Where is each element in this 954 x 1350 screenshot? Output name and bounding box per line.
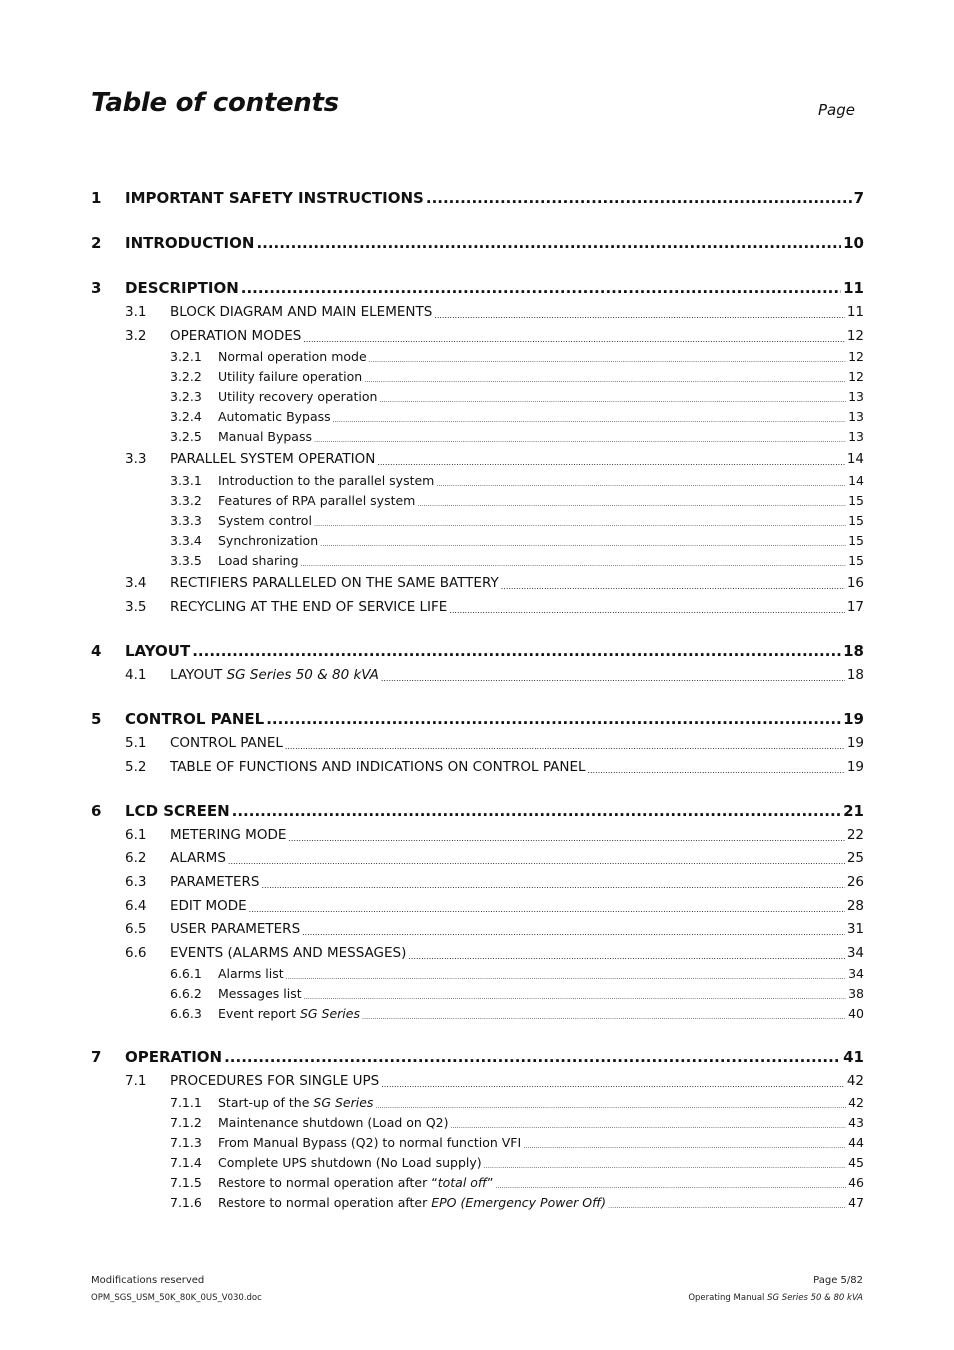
toc-entry-title: OPERATION xyxy=(125,1048,223,1066)
toc-entry-title: LCD SCREEN xyxy=(125,802,230,820)
toc-entry-number: 6.6.1 xyxy=(170,966,202,981)
toc-entry-7-1-4[interactable] xyxy=(91,1157,864,1170)
toc-entry-3-3[interactable] xyxy=(91,453,864,467)
toc-entry-3-2[interactable] xyxy=(91,330,864,344)
toc-entry-page: 43 xyxy=(848,1115,864,1130)
toc-entry-2[interactable] xyxy=(91,236,864,251)
toc-dot-leader xyxy=(364,377,846,384)
toc-entry-page: 17 xyxy=(846,599,864,615)
toc-entry-page: 41 xyxy=(843,1048,864,1066)
toc-entry-number: 3.5 xyxy=(125,599,147,615)
toc-entry-3-4[interactable] xyxy=(91,577,864,591)
toc-entry-3-3-3[interactable] xyxy=(91,515,864,528)
toc-entry-title: Manual Bypass xyxy=(218,429,312,444)
toc-entry-3-5[interactable] xyxy=(91,601,864,615)
toc-entry-6-5[interactable] xyxy=(91,923,864,937)
toc-entry-title: Normal operation mode xyxy=(218,349,367,364)
toc-entry-3[interactable] xyxy=(91,281,864,296)
footer-left-bottom: OPM_SGS_USM_50K_80K_0US_V030.doc xyxy=(91,1293,262,1303)
toc-entry-title: Event report SG Series xyxy=(218,1006,360,1021)
toc-entry-title: PROCEDURES FOR SINGLE UPS xyxy=(170,1073,380,1089)
toc-entry-page: 45 xyxy=(848,1155,864,1170)
toc-dot-leader xyxy=(588,767,845,775)
toc-entry-number: 3.2.5 xyxy=(170,429,202,444)
toc-entry-3-3-1[interactable] xyxy=(91,475,864,488)
toc-dot-leader xyxy=(484,1163,846,1170)
toc-dot-leader xyxy=(302,929,845,937)
toc-dot-leader xyxy=(249,906,845,914)
toc-entry-title: Synchronization xyxy=(218,533,319,548)
toc-entry-title: CONTROL PANEL xyxy=(125,710,265,728)
toc-entry-page: 13 xyxy=(848,409,864,424)
toc-entry-7-1[interactable] xyxy=(91,1075,864,1089)
toc-entry-title: LAYOUT SG Series 50 & 80 kVA xyxy=(170,667,379,683)
toc-entry-page: 16 xyxy=(846,575,864,591)
toc-entry-page: 18 xyxy=(846,667,864,683)
toc-entry-number: 3.2 xyxy=(125,328,147,344)
toc-dot-leader xyxy=(608,1203,846,1210)
toc-dot-leader xyxy=(501,583,845,591)
toc-dot-leader xyxy=(314,437,846,444)
toc-entry-number: 3.3.3 xyxy=(170,513,202,528)
toc-entry-page: 12 xyxy=(848,349,864,364)
footer-manual-label: Operating Manual xyxy=(688,1293,768,1303)
toc-entry-title: Alarms list xyxy=(218,966,284,981)
toc-entry-page: 28 xyxy=(846,898,864,914)
toc-entry-title: System control xyxy=(218,513,312,528)
toc-entry-number: 3.1 xyxy=(125,304,147,320)
toc-entry-number: 4 xyxy=(91,642,102,660)
toc-entry-page: 18 xyxy=(843,642,864,660)
toc-entry-number: 3.3.1 xyxy=(170,473,202,488)
toc-entry-title: Maintenance shutdown (Load on Q2) xyxy=(218,1115,449,1130)
toc-entry-page: 25 xyxy=(846,850,864,866)
toc-entry-5-2[interactable] xyxy=(91,761,864,775)
toc-entry-title: IMPORTANT SAFETY INSTRUCTIONS xyxy=(125,189,424,207)
toc-entry-page: 47 xyxy=(848,1195,864,1210)
toc-dot-leader xyxy=(381,675,845,683)
toc-entry-6-1[interactable] xyxy=(91,829,864,843)
toc-dot-leader xyxy=(450,1123,846,1130)
toc-entry-title: Automatic Bypass xyxy=(218,409,331,424)
toc-entry-number: 2 xyxy=(91,234,102,252)
toc-dot-leader xyxy=(224,1050,841,1065)
toc-entry-number: 3.3.5 xyxy=(170,553,202,568)
toc-entry-title: From Manual Bypass (Q2) to normal function VFI xyxy=(218,1135,522,1150)
toc-entry-number: 1 xyxy=(91,189,102,207)
toc-entry-3-2-4[interactable] xyxy=(91,411,864,424)
toc-entry-1[interactable] xyxy=(91,191,864,206)
toc-entry-number: 7.1.3 xyxy=(170,1135,202,1150)
toc-entry-page: 10 xyxy=(843,234,864,252)
toc-entry-6-6-2[interactable] xyxy=(91,988,864,1001)
toc-entry-number: 6.6 xyxy=(125,945,147,961)
toc-entry-number: 5 xyxy=(91,710,102,728)
toc-entry-number: 3 xyxy=(91,279,102,297)
toc-entry-7-1-6[interactable] xyxy=(91,1197,864,1210)
toc-dot-leader xyxy=(286,974,846,981)
toc-entry-number: 6.6.3 xyxy=(170,1006,202,1021)
toc-entry-4-1[interactable] xyxy=(91,669,864,683)
toc-entry-number: 6.1 xyxy=(125,827,147,843)
toc-dot-leader xyxy=(436,481,846,488)
toc-entry-7-1-1[interactable] xyxy=(91,1097,864,1110)
toc-dot-leader xyxy=(377,459,844,467)
toc-entry-number: 5.2 xyxy=(125,759,147,775)
toc-entry-page: 11 xyxy=(846,304,864,320)
toc-dot-leader xyxy=(303,336,844,344)
toc-entry-7-1-3[interactable] xyxy=(91,1137,864,1150)
toc-entry-title: EVENTS (ALARMS AND MESSAGES) xyxy=(170,945,407,961)
toc-entry-title: Introduction to the parallel system xyxy=(218,473,435,488)
toc-entry-title: Messages list xyxy=(218,986,302,1001)
toc-entry-number: 3.4 xyxy=(125,575,147,591)
toc-entry-page: 15 xyxy=(848,513,864,528)
toc-entry-title: ALARMS xyxy=(170,850,226,866)
toc-entry-title: METERING MODE xyxy=(170,827,287,843)
toc-entry-number: 7.1 xyxy=(125,1073,147,1089)
toc-entry-title: PARALLEL SYSTEM OPERATION xyxy=(170,451,376,467)
toc-dot-leader xyxy=(285,743,845,751)
toc-entry-title: Utility recovery operation xyxy=(218,389,378,404)
toc-dot-leader xyxy=(408,953,844,961)
toc-entry-title-italic: SG Series xyxy=(313,1095,374,1110)
toc-dot-leader xyxy=(495,1183,846,1190)
toc-entry-page: 26 xyxy=(846,874,864,890)
toc-entry-title-italic: EPO (Emergency Power Off) xyxy=(431,1195,607,1210)
toc-dot-leader xyxy=(379,397,846,404)
toc-dot-leader xyxy=(261,882,844,890)
toc-dot-leader xyxy=(256,236,841,251)
toc-entry-page: 34 xyxy=(848,966,864,981)
toc-entry-6-2[interactable] xyxy=(91,852,864,866)
toc-entry-6-6[interactable] xyxy=(91,947,864,961)
toc-entry-number: 6 xyxy=(91,802,102,820)
toc-entry-7[interactable] xyxy=(91,1050,864,1065)
toc-entry-title: OPERATION MODES xyxy=(170,328,302,344)
toc-entry-3-3-2[interactable] xyxy=(91,495,864,508)
toc-entry-number: 6.4 xyxy=(125,898,147,914)
toc-entry-title: Start-up of the SG Series xyxy=(218,1095,374,1110)
toc-entry-title: PARAMETERS xyxy=(170,874,260,890)
toc-entry-title: Utility failure operation xyxy=(218,369,363,384)
toc-entry-number: 6.3 xyxy=(125,874,147,890)
toc-dot-leader xyxy=(381,1081,845,1089)
toc-dot-leader xyxy=(417,501,846,508)
toc-entry-number: 3.2.2 xyxy=(170,369,202,384)
toc-entry-page: 12 xyxy=(846,328,864,344)
toc-entry-number: 7.1.4 xyxy=(170,1155,202,1170)
toc-dot-leader xyxy=(192,644,841,659)
toc-entry-3-3-5[interactable] xyxy=(91,555,864,568)
toc-dot-leader xyxy=(426,191,852,206)
toc-entry-page: 22 xyxy=(846,827,864,843)
footer-right-top: Page 5/82 xyxy=(813,1275,863,1286)
toc-entry-page: 38 xyxy=(848,986,864,1001)
toc-entry-number: 3.3.2 xyxy=(170,493,202,508)
toc-entry-3-2-5[interactable] xyxy=(91,431,864,444)
toc-entry-7-1-5[interactable] xyxy=(91,1177,864,1190)
toc-entry-page: 13 xyxy=(848,429,864,444)
toc-entry-number: 5.1 xyxy=(125,735,147,751)
toc-entry-number: 6.6.2 xyxy=(170,986,202,1001)
toc-dot-leader xyxy=(375,1103,846,1110)
toc-entry-number: 7.1.1 xyxy=(170,1095,202,1110)
footer-right-bottom xyxy=(688,1293,863,1303)
toc-dot-leader xyxy=(266,712,841,727)
toc-entry-page: 14 xyxy=(846,451,864,467)
toc-entry-page: 15 xyxy=(848,533,864,548)
toc-entry-3-2-2[interactable] xyxy=(91,371,864,384)
toc-dot-leader xyxy=(304,994,846,1001)
toc-entry-page: 19 xyxy=(846,759,864,775)
toc-entry-4[interactable] xyxy=(91,644,864,659)
toc-dot-leader xyxy=(333,417,846,424)
toc-entry-title-italic: total off xyxy=(437,1175,487,1190)
toc-entry-page: 11 xyxy=(843,279,864,297)
toc-entry-page: 34 xyxy=(846,945,864,961)
toc-entry-page: 14 xyxy=(848,473,864,488)
toc-entry-number: 7.1.6 xyxy=(170,1195,202,1210)
page-column-label: Page xyxy=(818,101,855,119)
toc-dot-leader xyxy=(232,804,841,819)
toc-dot-leader xyxy=(228,858,845,866)
toc-entry-page: 15 xyxy=(848,553,864,568)
toc-entry-number: 7.1.5 xyxy=(170,1175,202,1190)
toc-entry-page: 21 xyxy=(843,802,864,820)
toc-entry-number: 3.2.4 xyxy=(170,409,202,424)
toc-dot-leader xyxy=(369,357,846,364)
toc-entry-3-3-4[interactable] xyxy=(91,535,864,548)
toc-entry-title: EDIT MODE xyxy=(170,898,247,914)
toc-entry-page: 44 xyxy=(848,1135,864,1150)
toc-entry-6-4[interactable] xyxy=(91,900,864,914)
toc-dot-leader xyxy=(241,281,841,296)
toc-dot-leader xyxy=(434,312,845,320)
page-title: Table of contents xyxy=(91,88,339,118)
toc-entry-number: 4.1 xyxy=(125,667,147,683)
toc-entry-title: Restore to normal operation after EPO (Emergency Power Off) xyxy=(218,1195,607,1210)
toc-entry-page: 46 xyxy=(848,1175,864,1190)
toc-entry-page: 7 xyxy=(853,189,864,207)
toc-dot-leader xyxy=(301,561,847,568)
toc-entry-page: 13 xyxy=(848,389,864,404)
toc-entry-title-italic: SG Series xyxy=(299,1006,360,1021)
toc-entry-title: BLOCK DIAGRAM AND MAIN ELEMENTS xyxy=(170,304,433,320)
toc-entry-title: CONTROL PANEL xyxy=(170,735,283,751)
toc-entry-3-1[interactable] xyxy=(91,306,864,320)
toc-entry-number: 3.3 xyxy=(125,451,147,467)
footer-series-name: SG Series 50 & 80 kVA xyxy=(767,1293,863,1303)
toc-dot-leader xyxy=(320,541,846,548)
toc-entry-6-6-1[interactable] xyxy=(91,968,864,981)
toc-entry-page: 15 xyxy=(848,493,864,508)
toc-entry-title: Load sharing xyxy=(218,553,299,568)
toc-entry-title: Restore to normal operation after “total off” xyxy=(218,1175,494,1190)
toc-entry-title: Complete UPS shutdown (No Load supply) xyxy=(218,1155,482,1170)
toc-dot-leader xyxy=(449,607,844,615)
toc-entry-title: RECYCLING AT THE END OF SERVICE LIFE xyxy=(170,599,448,615)
toc-entry-page: 19 xyxy=(846,735,864,751)
toc-dot-leader xyxy=(362,1014,846,1021)
toc-entry-6-6-3[interactable] xyxy=(91,1008,864,1021)
toc-entry-page: 42 xyxy=(848,1095,864,1110)
toc-entry-number: 6.5 xyxy=(125,921,147,937)
toc-entry-page: 42 xyxy=(846,1073,864,1089)
toc-entry-number: 3.2.1 xyxy=(170,349,202,364)
toc-entry-page: 31 xyxy=(846,921,864,937)
toc-entry-title: INTRODUCTION xyxy=(125,234,255,252)
toc-entry-number: 7 xyxy=(91,1048,102,1066)
toc-entry-title: USER PARAMETERS xyxy=(170,921,301,937)
toc-entry-title: Features of RPA parallel system xyxy=(218,493,416,508)
toc-entry-7-1-2[interactable] xyxy=(91,1117,864,1130)
toc-entry-number: 7.1.2 xyxy=(170,1115,202,1130)
toc-dot-leader xyxy=(288,835,844,843)
toc-dot-leader xyxy=(314,521,846,528)
toc-entry-number: 6.2 xyxy=(125,850,147,866)
toc-entry-5-1[interactable] xyxy=(91,737,864,751)
toc-entry-title: DESCRIPTION xyxy=(125,279,239,297)
toc-entry-number: 3.3.4 xyxy=(170,533,202,548)
toc-entry-page: 19 xyxy=(843,710,864,728)
toc-entry-title-italic: SG Series 50 & 80 kVA xyxy=(226,667,379,683)
toc-entry-6[interactable] xyxy=(91,804,864,819)
toc-entry-3-2-1[interactable] xyxy=(91,351,864,364)
toc-entry-5[interactable] xyxy=(91,712,864,727)
toc-entry-page: 12 xyxy=(848,369,864,384)
toc-entry-3-2-3[interactable] xyxy=(91,391,864,404)
toc-dot-leader xyxy=(523,1143,846,1150)
toc-entry-title: TABLE OF FUNCTIONS AND INDICATIONS ON CONTROL PANEL xyxy=(170,759,586,775)
footer-left-top: Modifications reserved xyxy=(91,1275,205,1286)
toc-entry-title: RECTIFIERS PARALLELED ON THE SAME BATTERY xyxy=(170,575,499,591)
toc-entry-page: 40 xyxy=(848,1006,864,1021)
toc-entry-title: LAYOUT xyxy=(125,642,191,660)
toc-entry-6-3[interactable] xyxy=(91,876,864,890)
toc-entry-number: 3.2.3 xyxy=(170,389,202,404)
